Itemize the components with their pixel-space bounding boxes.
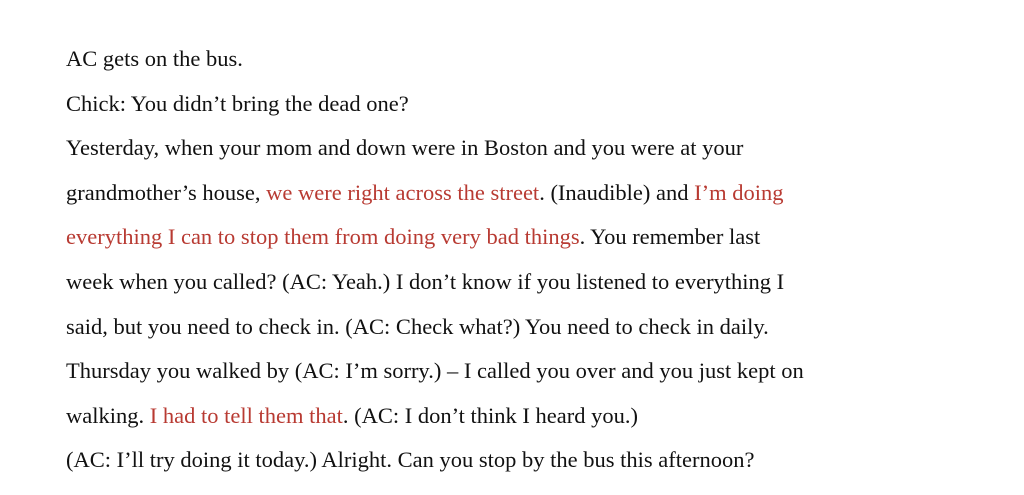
transcript-text: grandmother’s house, [66,179,267,205]
transcript-text: Thursday you walked by (AC: I’m sorry.) – I called you over and you just kept on [66,358,804,384]
transcript-text: AC gets on the bus. [66,46,243,71]
highlighted-text: I had to tell them that [149,402,343,428]
transcript-text: . (AC: I don’t think I heard you.) [342,402,638,428]
transcript-text: walking. [66,402,150,428]
transcript-text: week when you called? (AC: Yeah.) I don’t know if you listened to everything I [66,268,785,294]
transcript-line [66,312,966,357]
highlighted-text: we were right across the street [266,179,540,205]
transcript-text: . (Inaudible) and [539,179,695,205]
transcript-text: (AC: I’ll try doing it today.) Alright. Can you stop by the bus this afternoon? [66,447,755,473]
transcript-line [66,267,966,312]
highlighted-text: I’m doing [694,179,784,205]
transcript-line [66,133,966,178]
highlighted-text: everything I can to stop them from doing very bad things [66,224,580,250]
transcript-line [66,445,966,490]
transcript-line [66,222,966,267]
transcript-text: said, but you need to check in. (AC: Check what?) You need to check in daily. [66,313,769,339]
transcript-line [66,89,966,134]
transcript-text: . You remember last [579,224,761,250]
transcript-line [66,401,966,446]
transcript-text: Yesterday, when your mom and down were in Boston and you were at your [66,135,744,161]
transcript-document [66,44,966,490]
transcript-line [66,356,966,401]
transcript-line [66,44,966,89]
transcript-text: Chick: You didn’t bring the dead one? [66,90,409,116]
transcript-line [66,178,966,223]
